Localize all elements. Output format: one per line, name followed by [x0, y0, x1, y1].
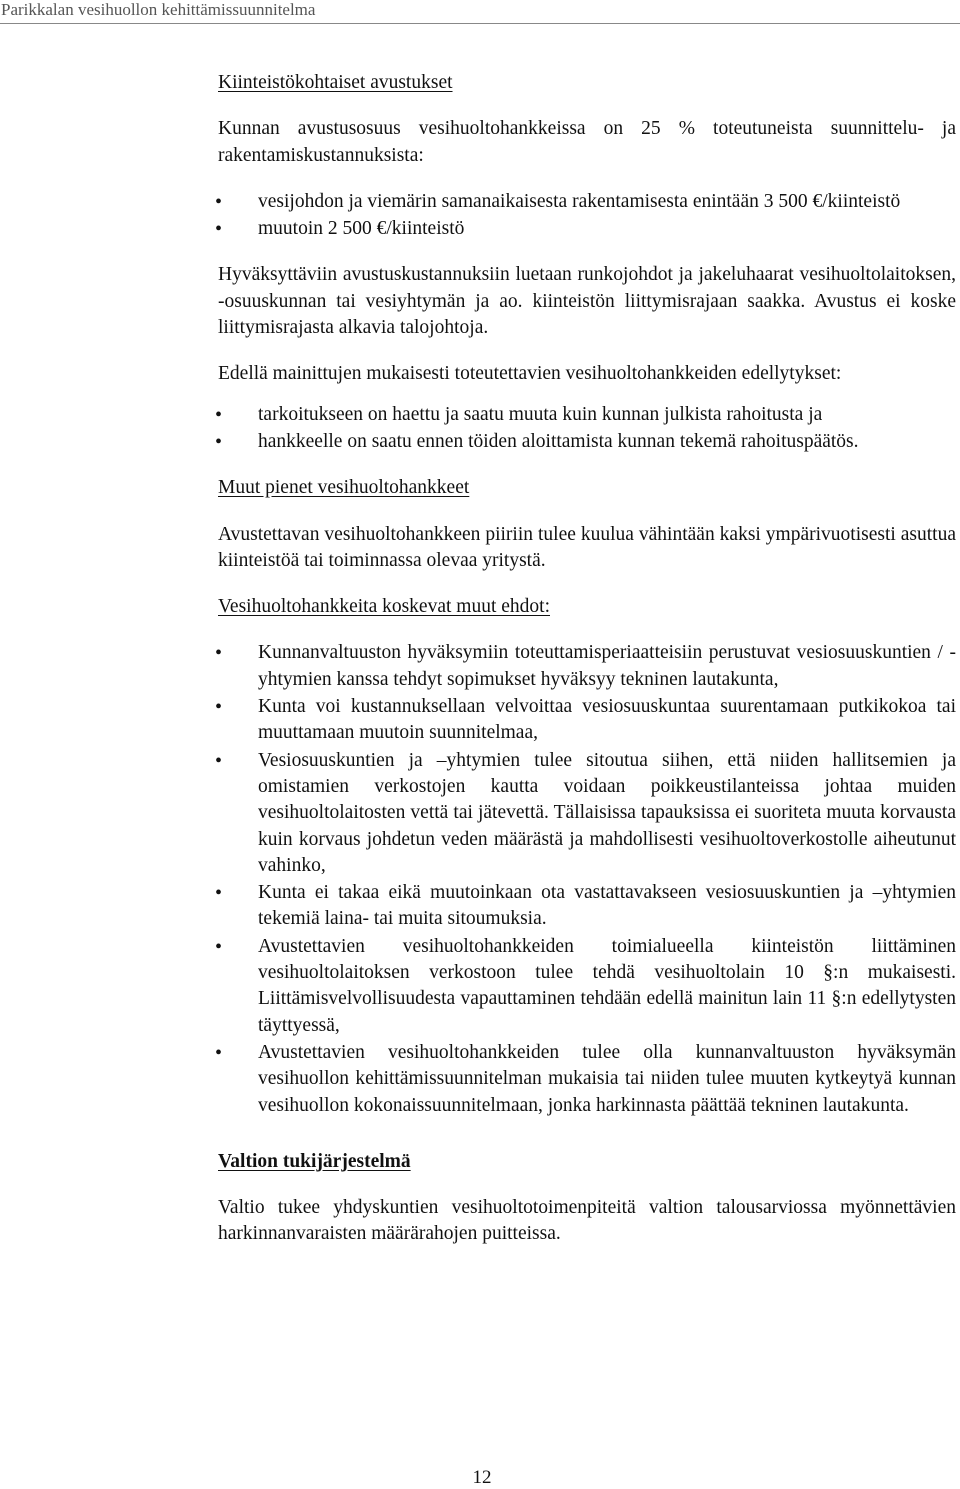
heading-state-support: Valtion tukijärjestelmä	[218, 1150, 411, 1172]
page-number: 12	[472, 1467, 492, 1488]
list-item: • muutoin 2 500 €/kiinteistö	[218, 216, 956, 242]
terms-list	[218, 640, 956, 1118]
list-item: • Avustettavien vesihuoltohankkeiden toimialueella kiinteistön liittäminen vesihuoltolaitoksen verkostoon tulee tehdä vesihuoltolain 10 §:n mukaisesti. Liittämisvelvollisuudesta vapauttaminen tehdään edellä mainitun lain 11 §:n edellytysten täyttyessä,	[218, 934, 956, 1039]
heading-small-projects: Muut pienet vesihuoltohankkeet	[218, 477, 470, 499]
list-item: • Vesiosuuskuntien ja –yhtymien tulee sitoutua siihen, että niiden hallitsemien ja omistamien verkostojen kautta voidaan poikkeustilanteissa johtaa muiden vesihuoltolaitosten vettä tai jätevettä. Tällaisissa tapauksissa ei suoriteta muuta korvausta kuin korvaus johdetun veden määrästä ja mahdollisesti vesihuoltoverkostolle aiheutunut vahinko,	[218, 748, 956, 879]
conditions-intro: Edellä mainittujen mukaisesti toteutettavien vesihuoltohankkeiden edellytykset:	[218, 363, 842, 385]
list-item: • Avustettavien vesihuoltohankkeiden tulee olla kunnanvaltuuston hyväksymän vesihuollon kehittämissuunnitelman mukaisia tai niiden tulee muuten kytkeytyä kunnan vesihuollon kokonaissuunnitelmaan, jonka harkinnasta päättää tekninen lautakunta.	[218, 1040, 956, 1119]
list-item: • Kunta ei takaa eikä muutoinkaan ota vastattavakseen vesiosuuskuntien ja –yhtymien tekemiä laina- tai muita sitoumuksia.	[218, 880, 956, 933]
state-support-paragraph: Valtio tukee yhdyskuntien vesihuoltotoimenpiteitä valtion talousarviossa myönnettävien harkinnanvaraisten määrärahojen puitteissa.	[218, 1197, 956, 1245]
page-footer	[0, 1467, 960, 1489]
eligible-costs-paragraph: Hyväksyttäviin avustuskustannuksiin luetaan runkojohdot ja jakeluhaarat vesihuoltolaitoksen, -osuuskunnan tai vesiyhtymän ja ao. kiinteistön liittymisrajaan saakka. Avustus ei koske liittymisrajasta alkavia talojohtoja.	[218, 264, 956, 339]
list-item: • Kunta voi kustannuksellaan velvoittaa vesiosuuskuntaa suurentamaan putkikokoa tai muuttamaan muutoin suunnitelmaa,	[218, 694, 956, 747]
document-title: Parikkalan vesihuollon kehittämissuunnitelma	[1, 0, 316, 19]
list-item: • tarkoitukseen on haettu ja saatu muuta kuin kunnan julkista rahoitusta ja	[218, 402, 956, 428]
list-item: • vesijohdon ja viemärin samanaikaisesta rakentamisesta enintään 3 500 €/kiinteistö	[218, 189, 956, 215]
subsidy-list	[218, 189, 956, 243]
page-body	[218, 70, 956, 1268]
header-divider	[0, 23, 960, 24]
heading-other-terms: Vesihuoltohankkeita koskevat muut ehdot:	[218, 596, 550, 618]
running-header	[0, 0, 960, 25]
subsidy-intro: Kunnan avustusosuus vesihuoltohankkeissa on 25 % toteutuneista suunnittelu- ja rakentamiskustannuksista:	[218, 118, 956, 166]
heading-property-subsidies: Kiinteistökohtaiset avustukset	[218, 72, 453, 93]
list-item: • Kunnanvaltuuston hyväksymiin toteuttamisperiaatteisiin perustuvat vesiosuuskuntien / -yhtymien kanssa tehdyt sopimukset hyväksyy tekninen lautakunta,	[218, 640, 956, 693]
list-item: • hankkeelle on saatu ennen töiden aloittamista kunnan tekemä rahoituspäätös.	[218, 429, 956, 455]
conditions-list	[218, 402, 956, 456]
small-projects-paragraph: Avustettavan vesihuoltohankkeen piiriin tulee kuulua vähintään kaksi ympärivuotisesti asuttua kiinteistöä tai toiminnassa olevaa yritystä.	[218, 523, 956, 571]
